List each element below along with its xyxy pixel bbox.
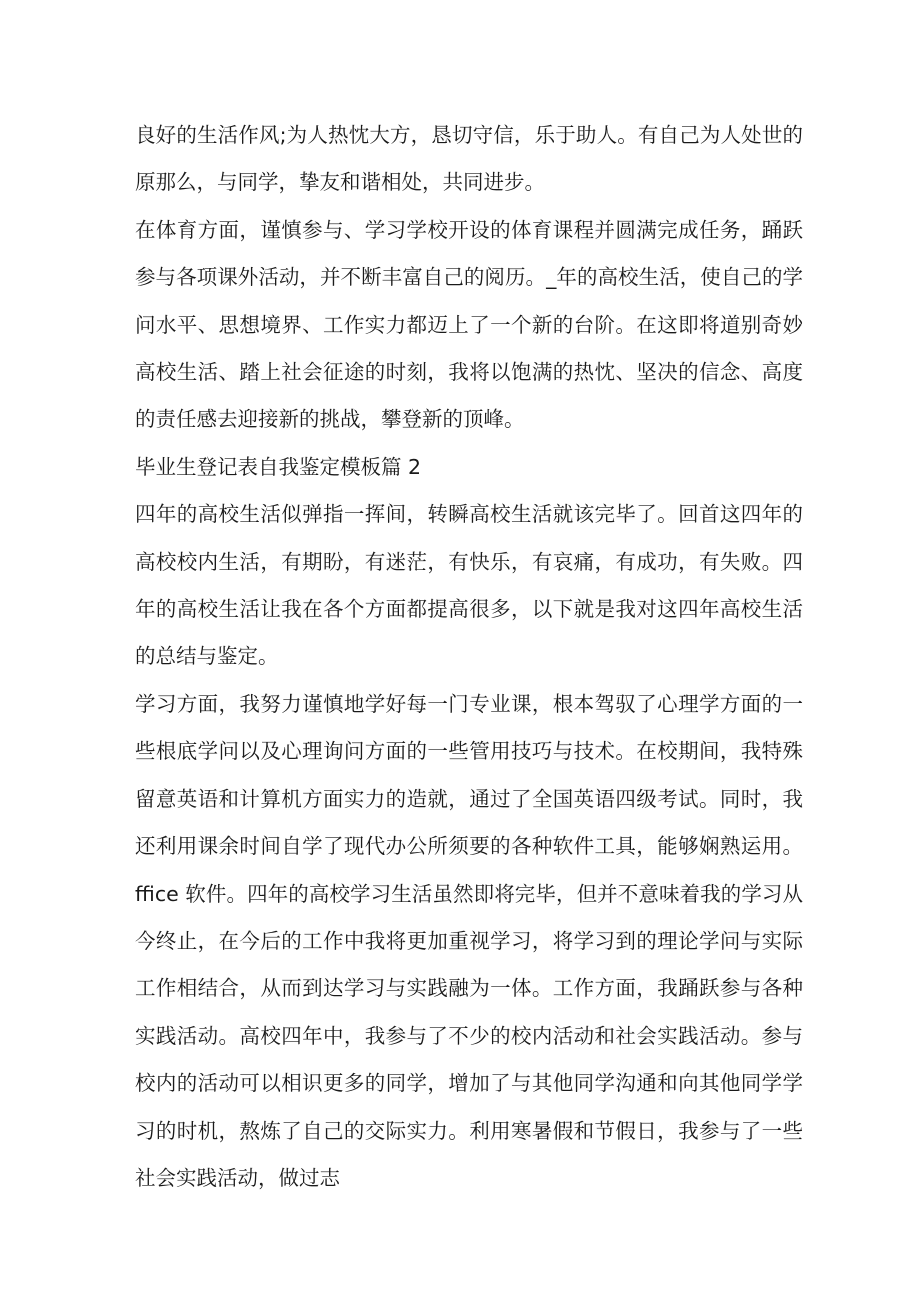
section-title: 毕业生登记表自我鉴定模板篇 2 bbox=[135, 454, 422, 479]
paragraph-study: 学习方面，我努力谨慎地学好每一门专业课，根本驾驭了心理学方面的一些根底学问以及心理询问方面的一些管用技巧与技术。在校期间，我特殊留意英语和计算机方面实力的造就，通过了全国英语四级考试。同时，我还利用课余时间自学了现代办公所须要的各种软件工具，能够娴熟运用。ffice 软件。四年的高校学习生活虽然即将完毕，但并不意味着我的学习从今终止，在今后的工作中我将更加重视学习，将学习到的理论学问与实际工作相结合，从而到达学习与实践融为一体。工作方面，我踊跃参与各种实践活动。高校四年中，我参与了不少的校内活动和社会实践活动。参与校内的活动可以相识更多的同学，增加了与其他同学沟通和向其他同学学习的时机，熬炼了自己的交际实力。利用寒暑假和节假日，我参与了一些社会实践活动，做过志 bbox=[135, 691, 803, 1190]
document-body bbox=[135, 112, 803, 1202]
paragraph-conduct: 良好的生活作风;为人热忱大方，恳切守信，乐于助人。有自己为人处世的原那么，与同学，挚友和谐相处，共同进步。 bbox=[135, 123, 803, 195]
paragraph-intro: 四年的高校生活似弹指一挥间，转瞬高校生活就该完毕了。回首这四年的高校校内生活，有期盼，有迷茫，有快乐，有哀痛，有成功，有失败。四年的高校生活让我在各个方面都提高很多，以下就是我对这四年高校生活的总结与鉴定。 bbox=[135, 502, 803, 669]
paragraph-sports: 在体育方面，谨慎参与、学习学校开设的体育课程并圆满完成任务，踊跃参与各项课外活动，并不断丰富自己的阅历。_年的高校生活，使自己的学问水平、思想境界、工作实力都迈上了一个新的台阶。在这即将道别奇妙高校生活、踏上社会征途的时刻，我将以饱满的热忱、坚决的信念、高度的责任感去迎接新的挑战，攀登新的顶峰。 bbox=[135, 217, 803, 432]
